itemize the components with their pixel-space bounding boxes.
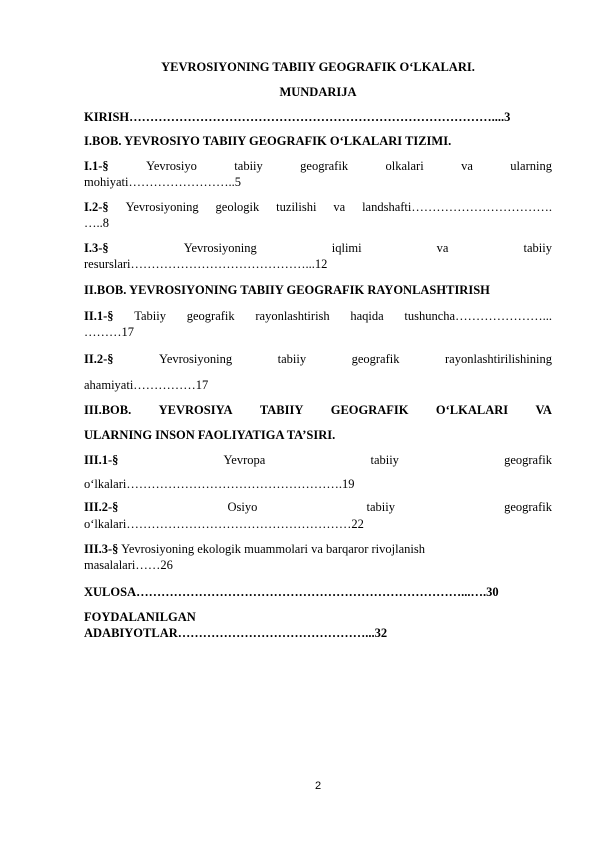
toc-word: geografik — [351, 352, 400, 366]
toc-word: geologik — [215, 200, 260, 214]
toc-word: tabiiy — [234, 159, 263, 173]
toc-word: rayonlashtirish — [255, 309, 330, 323]
page-number: 2 — [314, 780, 322, 792]
toc-word: va — [461, 159, 473, 173]
toc-word: O‘LKALARI — [435, 403, 509, 417]
toc-word: va — [436, 241, 449, 255]
toc-word: tabiiy — [366, 500, 395, 514]
document-page — [84, 0, 552, 842]
toc-word: III.BOB. — [84, 403, 132, 417]
toc-entry-1-2-cont[interactable]: …..8 — [84, 216, 109, 230]
toc-word: GEOGRAFIK — [330, 403, 409, 417]
toc-word: Yevrosiyoning — [183, 241, 257, 255]
toc-word: Yevrosiyoning — [159, 352, 233, 366]
toc-word: tuzilishi — [276, 200, 317, 214]
toc-entry-3-2-cont[interactable]: o‘lkalari………………………………………………22 — [84, 517, 364, 531]
toc-word: geografik — [300, 159, 349, 173]
toc-word: geografik — [186, 309, 235, 323]
toc-word: landshafti……………………………. — [362, 200, 552, 214]
section-number: I.1-§ — [84, 159, 109, 173]
toc-chapter-2[interactable]: II.BOB. YEVROSIYONING TABIIY GEOGRAFIK RAYONLASHTIRISH — [84, 283, 490, 297]
toc-word: olkalari — [385, 159, 424, 173]
toc-word: geografik — [504, 453, 552, 467]
section-number: I.3-§ — [84, 241, 109, 255]
toc-entry-3-2[interactable] — [84, 500, 552, 515]
toc-word: Yevrosiyoning — [125, 200, 199, 214]
section-number: III.3-§ — [84, 542, 119, 556]
toc-entry-2-2-cont[interactable]: ahamiyati……………17 — [84, 378, 209, 392]
toc-word: ularning — [510, 159, 552, 173]
toc-entry-1-1-cont[interactable]: mohiyati……………………..5 — [84, 175, 241, 189]
section-number: II.2-§ — [84, 352, 114, 366]
toc-word: YEVROSIYA — [158, 403, 233, 417]
toc-word: rayonlashtirilishining — [445, 352, 552, 366]
toc-entry-3-1-cont[interactable]: o‘lkalari…………………………………………….19 — [84, 477, 355, 491]
toc-word: tabiiy — [523, 241, 552, 255]
toc-entry-1-3[interactable] — [84, 241, 552, 256]
toc-word: Osiyo — [227, 500, 258, 514]
toc-entry-2-1-cont[interactable]: ………17 — [84, 325, 134, 339]
toc-chapter-1[interactable]: I.BOB. YEVROSIYO TABIIY GEOGRAFIK O‘LKALARI TIZIMI. — [84, 134, 452, 148]
section-number: I.2-§ — [84, 200, 109, 214]
document-title: YEVROSIYONING TABIIY GEOGRAFIK O‘LKALARI. — [161, 60, 475, 74]
toc-entry-2-2[interactable] — [84, 352, 552, 367]
toc-chapter-3[interactable] — [84, 403, 552, 418]
toc-entry-xulosa[interactable]: XULOSA……………………………………………………………………...….30 — [84, 585, 499, 599]
toc-entry-1-1[interactable] — [84, 159, 552, 174]
toc-entry-kirish[interactable]: KIRISH……………………………………………………………………………....3 — [84, 110, 511, 124]
toc-word: tushuncha…………………... — [404, 309, 552, 323]
toc-word: va — [333, 200, 346, 214]
toc-entry-2-1[interactable] — [84, 309, 552, 324]
toc-entry-references-cont[interactable]: ADABIYOTLAR………………………………………...32 — [84, 626, 388, 640]
toc-word: VA — [535, 403, 552, 417]
toc-word: tabiiy — [370, 453, 399, 467]
toc-entry-3-1[interactable] — [84, 453, 552, 468]
toc-entry-1-3-cont[interactable]: resurslari……………………………………...12 — [84, 257, 328, 271]
toc-word: Tabiiy — [134, 309, 167, 323]
section-number: III.2-§ — [84, 500, 119, 514]
toc-entry-references[interactable]: FOYDALANILGAN — [84, 610, 196, 624]
toc-heading: MUNDARIJA — [279, 85, 357, 99]
toc-word: Yevrosiyo — [146, 159, 197, 173]
toc-word: tabiiy — [277, 352, 307, 366]
toc-word: geografik — [504, 500, 552, 514]
toc-entry-3-3-cont[interactable]: masalalari……26 — [84, 558, 173, 572]
toc-entry-3-3[interactable] — [84, 542, 552, 557]
toc-entry-text: Yevrosiyoning ekologik muammolari va barqaror rivojlanish — [121, 542, 425, 556]
toc-entry-1-2[interactable] — [84, 200, 552, 215]
toc-word: TABIIY — [259, 403, 304, 417]
section-number: III.1-§ — [84, 453, 119, 467]
toc-word: haqida — [350, 309, 384, 323]
toc-word: Yevropa — [223, 453, 266, 467]
toc-chapter-3-cont[interactable]: ULARNING INSON FAOLIYATIGA TA’SIRI. — [84, 428, 336, 442]
toc-word: iqlimi — [331, 241, 362, 255]
section-number: II.1-§ — [84, 309, 114, 323]
